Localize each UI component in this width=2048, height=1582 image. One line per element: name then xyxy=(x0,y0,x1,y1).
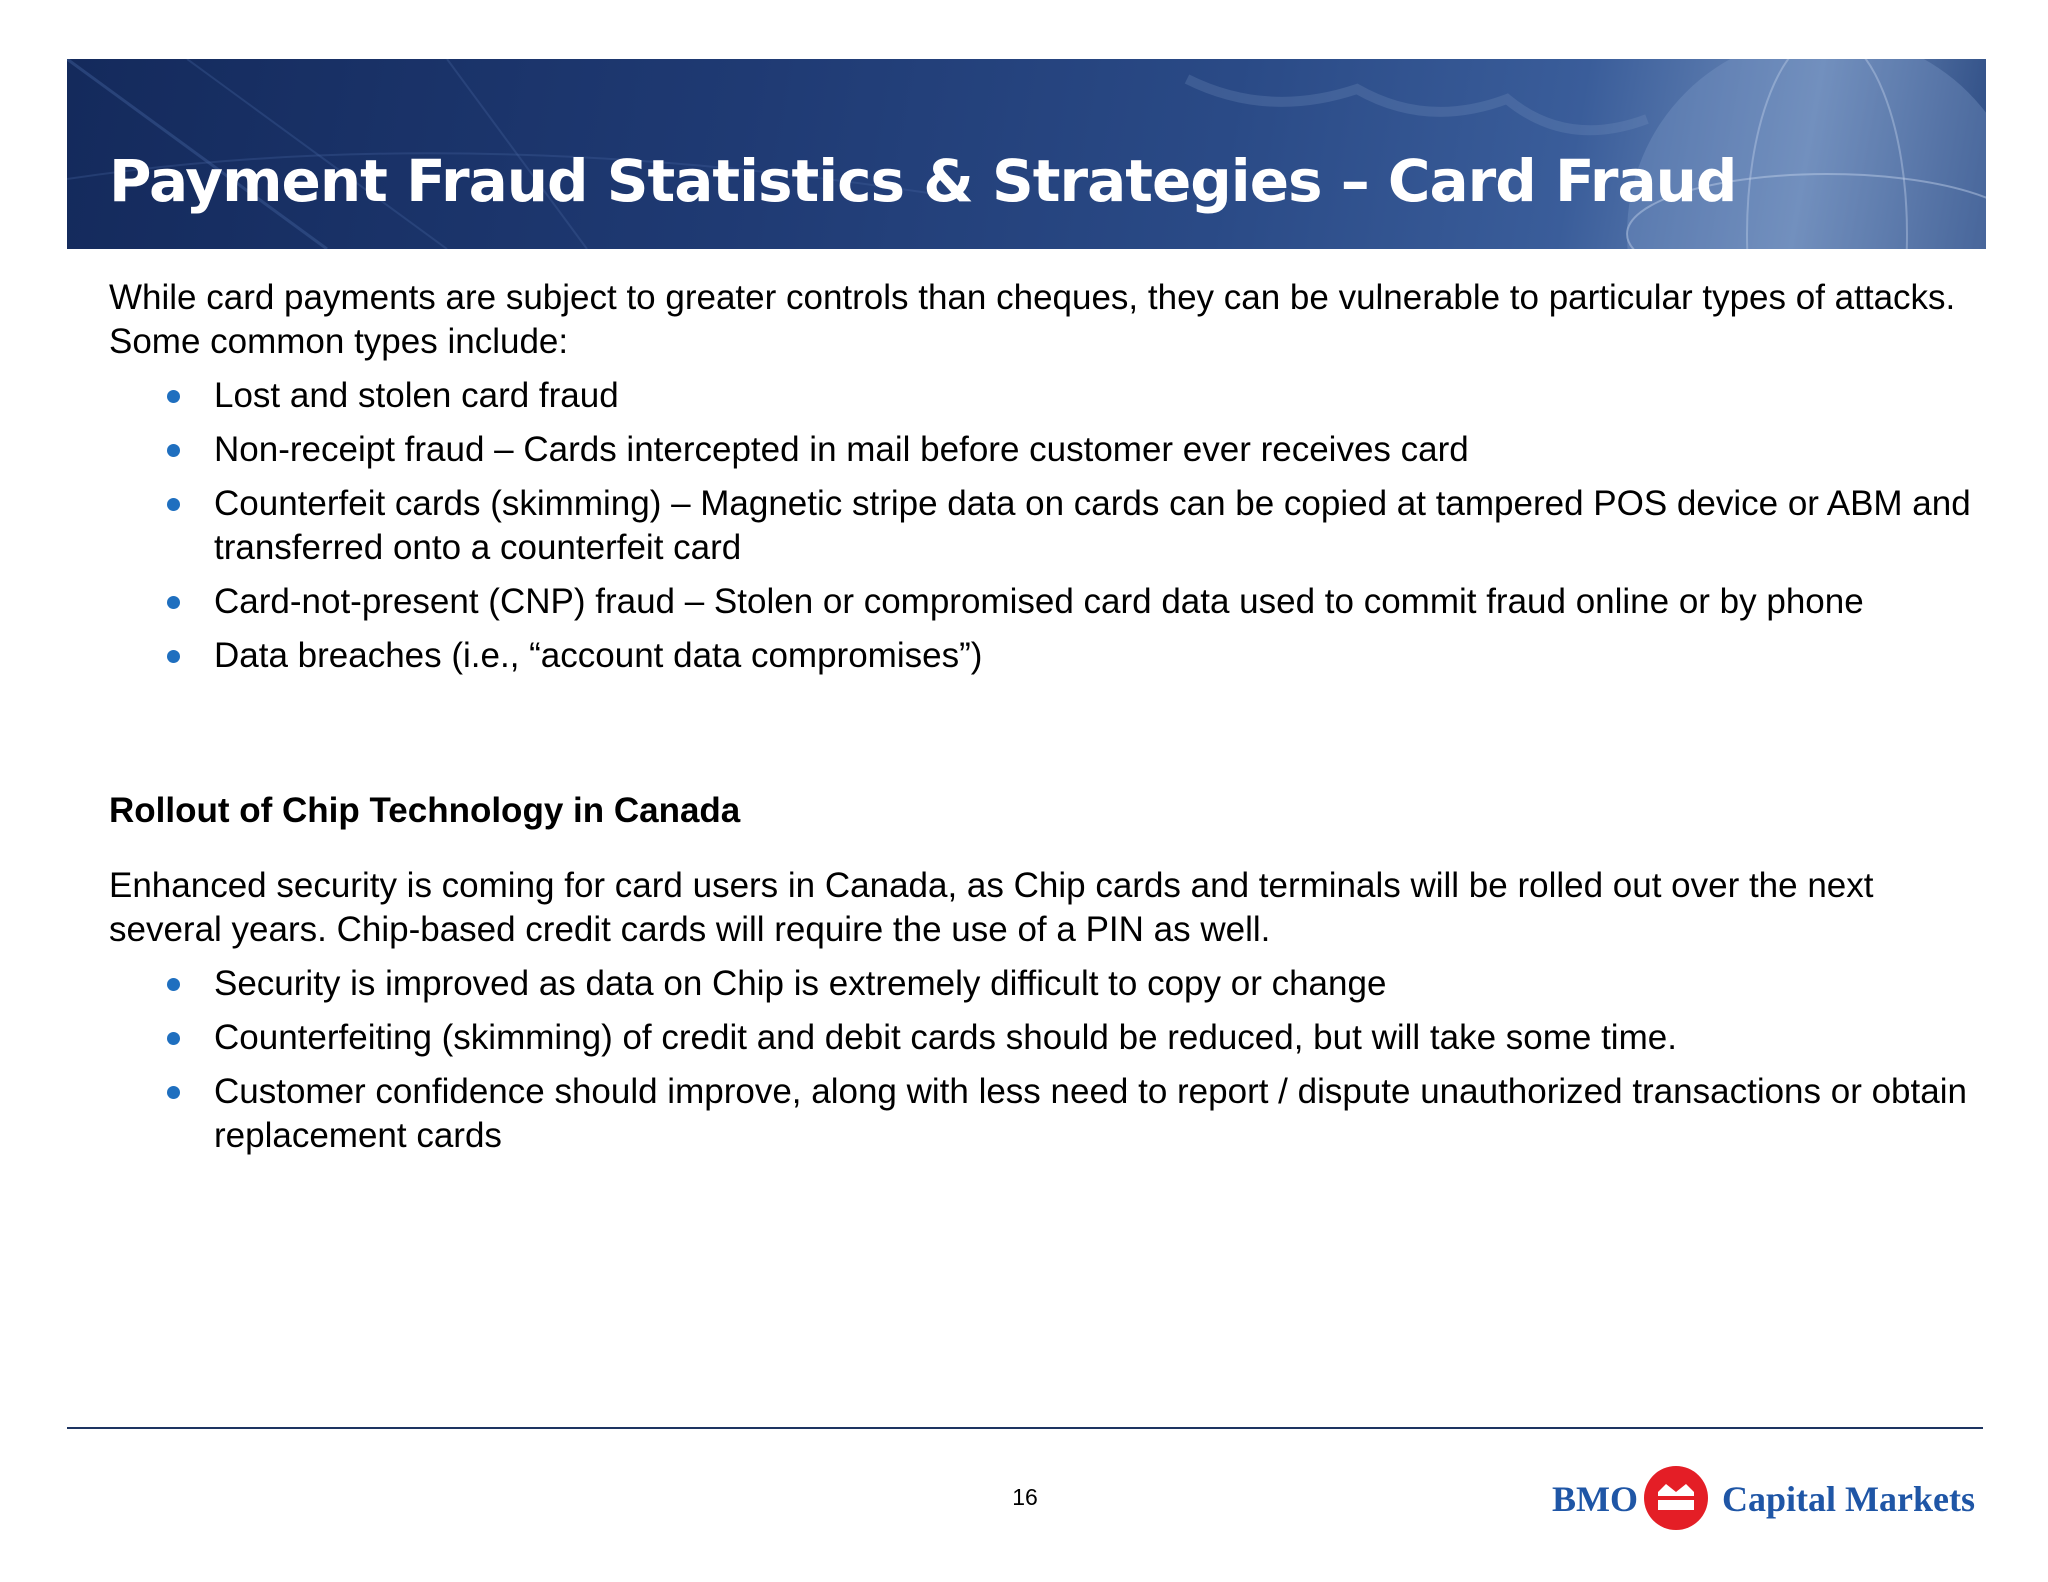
list-item: Data breaches (i.e., “account data compromises”) xyxy=(109,634,1989,678)
footer-divider xyxy=(67,1427,1983,1429)
bullet-icon xyxy=(167,444,180,457)
chip-section xyxy=(109,864,1989,1158)
page-number: 16 xyxy=(1012,1484,1038,1510)
chip-benefit-list xyxy=(109,962,1989,1158)
bullet-icon xyxy=(167,390,180,403)
bullet-icon xyxy=(167,650,180,663)
list-item: Counterfeiting (skimming) of credit and debit cards should be reduced, but will take some time. xyxy=(109,1016,1989,1060)
list-item: Security is improved as data on Chip is extremely difficult to copy or change xyxy=(109,962,1989,1006)
bullet-icon xyxy=(167,1032,180,1045)
title-banner xyxy=(67,59,1986,249)
bullet-icon xyxy=(167,1086,180,1099)
list-item: Counterfeit cards (skimming) – Magnetic stripe data on cards can be copied at tampered POS device or ABM and transferred onto a counterfeit card xyxy=(109,482,1989,570)
fraud-type-list xyxy=(109,374,1989,678)
bmo-roundel-icon xyxy=(1644,1466,1708,1530)
logo-capital-markets-text: Capital Markets xyxy=(1722,1479,1975,1519)
list-item: Non-receipt fraud – Cards intercepted in mail before customer ever receives card xyxy=(109,428,1989,472)
bullet-icon xyxy=(167,498,180,511)
bullet-icon xyxy=(167,596,180,609)
section-heading: Rollout of Chip Technology in Canada xyxy=(109,791,741,830)
logo-bmo-text: BMO xyxy=(1552,1479,1638,1519)
bmo-capital-markets-logo xyxy=(1552,1464,1988,1534)
intro-section xyxy=(109,276,1989,678)
chip-paragraph: Enhanced security is coming for card users in Canada, as Chip cards and terminals will be rolled out over the next several years. Chip-based credit cards will require the use of a PIN as well. xyxy=(109,866,1874,949)
list-item: Lost and stolen card fraud xyxy=(109,374,1989,418)
list-item: Card-not-present (CNP) fraud – Stolen or compromised card data used to commit fraud online or by phone xyxy=(109,580,1989,624)
bullet-icon xyxy=(167,978,180,991)
page-title: Payment Fraud Statistics & Strategies – Card Fraud xyxy=(109,147,1737,215)
intro-paragraph: While card payments are subject to greater controls than cheques, they can be vulnerable to particular types of attacks. Some common types include: xyxy=(109,278,1956,361)
list-item: Customer confidence should improve, along with less need to report / dispute unauthorized transactions or obtain replacement cards xyxy=(109,1070,1989,1158)
